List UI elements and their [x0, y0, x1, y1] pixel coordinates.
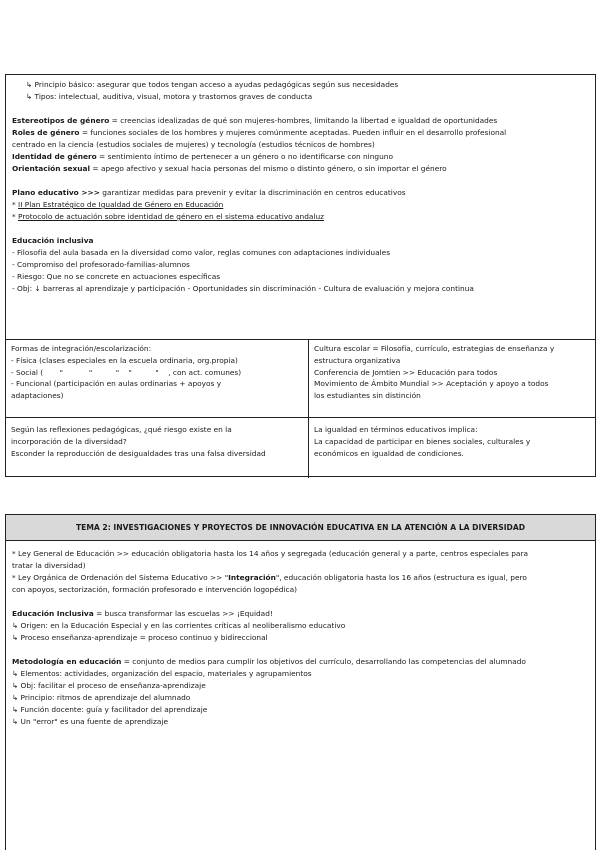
line-inclusiva: Educación Inclusiva = busca transformar las escuelas >> ¡Equidad! — [12, 609, 273, 618]
line-roles-cont: centrado en la ciencia (estudios sociales de mujeres) y tecnología (estudios técnicos de hombres) — [12, 140, 375, 149]
grid-row-2 — [6, 417, 595, 478]
notes-top-content — [6, 75, 595, 295]
list-item: ↳ Principio: ritmos de aprendizaje del alumnado — [12, 693, 191, 702]
ley-general-cont: tratar la diversidad) — [12, 561, 86, 570]
term-estereotipos: Estereotipos de género — [12, 116, 110, 125]
ley-logse: * Ley Orgánica de Ordenación del Sistema Educativo >> "Integración", educación obligatoria hasta los 16 años (estructura es igual, pero — [12, 573, 527, 582]
plan-item-1: * II Plan Estratégico de Igualdad de Género en Educación — [12, 200, 224, 209]
term-orientacion: Orientación sexual — [12, 164, 91, 173]
cell-cultura: Cultura escolar = Filosofía, currículo, estrategias de enseñanza y estructura organizativa Conferencia de Jomtien >> Educación para todos Movimiento de Ámbito Mundial >> Aceptación y apoyo a todos los estudiantes sin distinción — [314, 344, 555, 401]
line-plan: Plano educativo >>> garantizar medidas para prevenir y evitar la discriminación en centros educativos — [12, 188, 406, 197]
list-item: - Compromiso del profesorado-familias-alumnos — [12, 260, 190, 269]
list-item: ↳ Obj: facilitar el proceso de enseñanza-aprendizaje — [12, 681, 206, 690]
bullet-tipos: ↳ Tipos: intelectual, auditiva, visual, motora y trastornos graves de conducta — [26, 92, 313, 101]
plan-link-1: II Plan Estratégico de Igualdad de Género en Educación — [18, 200, 224, 209]
bullet-principio: ↳ Principio básico: asegurar que todos tengan acceso a ayudas pedagógicas según sus necesidades — [26, 80, 399, 89]
notes-box-tema2 — [5, 514, 596, 850]
term-plan: Plano educativo >>> — [12, 188, 100, 197]
cell-riesgo: Según las reflexiones pedagógicas, ¿qué riesgo existe en la incorporación de la diversidad? Esconder la reproducción de desigualdades tras una falsa diversidad — [6, 418, 309, 478]
list-item: ↳ Función docente: guía y facilitador del aprendizaje — [12, 705, 208, 714]
line-orientacion: Orientación sexual = apego afectivo y sexual hacia personas del mismo o distinto género, o sin importar el género — [12, 164, 447, 173]
list-item: ↳ Proceso enseñanza-aprendizaje = proceso continuo y bidireccional — [12, 633, 268, 642]
grid-row-1 — [6, 339, 595, 418]
tema2-content — [6, 541, 595, 728]
list-item: - Obj: ↓ barreras al aprendizaje y participación - Oportunidades sin discriminación - Cultura de evaluación y mejora continua — [12, 284, 474, 293]
notes-box-top — [5, 74, 596, 477]
heading-inclusiva: Educación inclusiva — [12, 236, 94, 245]
term-inclusiva: Educación Inclusiva — [12, 609, 94, 618]
line-estereotipos: Estereotipos de género = creencias idealizadas de qué son mujeres-hombres, limitando la libertad e igualdad de oportunidades — [12, 116, 498, 125]
line-roles: Roles de género = funciones sociales de los hombres y mujeres comúnmente aceptadas. Pueden influir en el desarrollo profesional — [12, 128, 507, 137]
tema2-title: TEMA 2: INVESTIGACIONES Y PROYECTOS DE INNOVACIÓN EDUCATIVA EN LA ATENCIÓN A LA DIVERSIDAD — [6, 515, 595, 541]
line-metodologia: Metodología en educación = conjunto de medios para cumplir los objetivos del currículo, desarrollando las competencias del alumnado — [12, 657, 526, 666]
list-item: ↳ Origen: en la Educación Especial y en las corrientes críticas al neoliberalismo educativo — [12, 621, 346, 630]
ley-general: * Ley General de Educación >> educación obligatoria hasta los 14 años y segregada (educación general y a parte, centros especiales para — [12, 549, 529, 558]
term-roles: Roles de género — [12, 128, 80, 137]
list-item: - Riesgo: Que no se concrete en actuaciones específicas — [12, 272, 221, 281]
term-identidad: Identidad de género — [12, 152, 97, 161]
cell-igualdad: La igualdad en términos educativos implica: La capacidad de participar en bienes sociales, culturales y económicos en igualdad de condiciones. — [314, 425, 531, 458]
list-item: ↳ Un "error" es una fuente de aprendizaje — [12, 717, 168, 726]
line-identidad: Identidad de género = sentimiento íntimo de pertenecer a un género o no identificarse con ninguno — [12, 152, 393, 161]
plan-link-2: Protocolo de actuación sobre identidad de género en el sistema educativo andaluz — [18, 212, 325, 221]
list-item: ↳ Elementos: actividades, organización del espacio, materiales y agrupamientos — [12, 669, 312, 678]
ley-logse-cont: con apoyos, sectorización, formación profesorado e intervención logopédica) — [12, 585, 298, 594]
plan-item-2: * Protocolo de actuación sobre identidad de género en el sistema educativo andaluz — [12, 212, 325, 221]
term-integracion: Integración — [228, 573, 276, 582]
term-metodologia: Metodología en educación — [12, 657, 122, 666]
list-item: - Filosofía del aula basada en la diversidad como valor, reglas comunes con adaptaciones individuales — [12, 248, 391, 257]
cell-formas: Formas de integración/escolarización: - Física (clases especiales en la escuela ordinaria, org.propia) - Social ( " " " " " , con act. comunes) - Funcional (participación en aulas ordinarias + apoyos y adaptaciones) — [6, 340, 309, 418]
